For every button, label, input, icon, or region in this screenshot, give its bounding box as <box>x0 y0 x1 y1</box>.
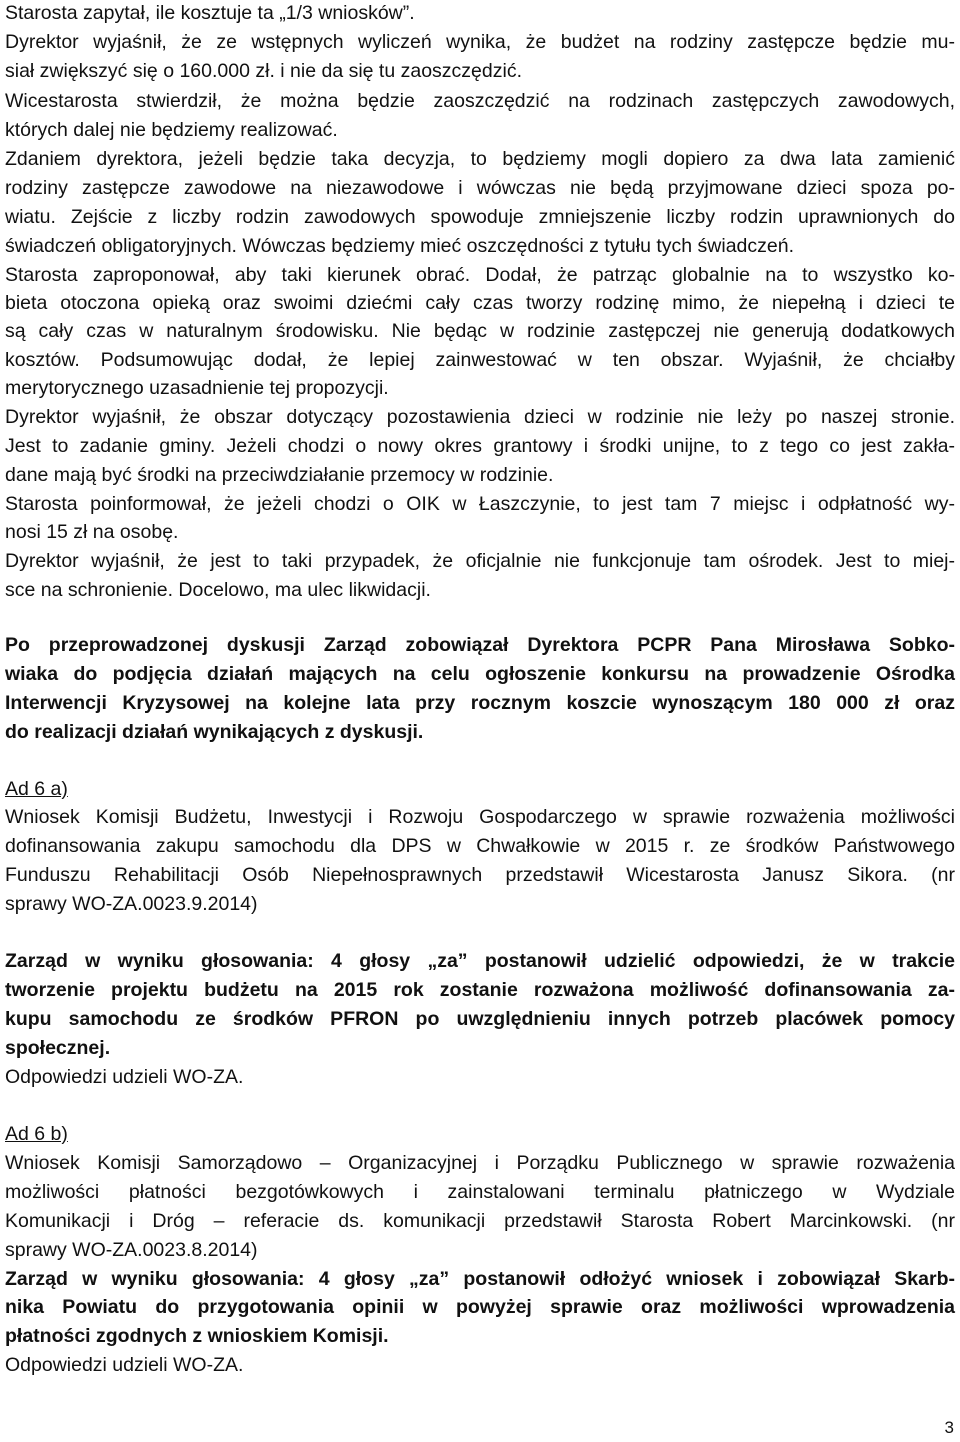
text-line: sprawy WO-ZA.0023.9.2014) <box>5 893 258 915</box>
text-line: sce na schronienie. Docelowo, ma ulec likwidacji. <box>5 579 431 601</box>
text-line: Dyrektor wyjaśnił, że jest to taki przypadek, że oficjalnie nie funkcjonuje tam ośrodek. Jest to miej- <box>5 550 955 572</box>
text-line: Odpowiedzi udzieli WO-ZA. <box>5 1354 244 1376</box>
resolution-line: Zarząd w wyniku głosowania: 4 głosy „za” postanowił odłożyć wniosek i zobowiązał Skarb- <box>5 1268 955 1290</box>
text-line: Odpowiedzi udzieli WO-ZA. <box>5 1066 244 1088</box>
resolution-line: nika Powiatu do przygotowania opinii w powyżej sprawie oraz możliwości wprowadzenia <box>5 1296 955 1318</box>
text-line: Dyrektor wyjaśnił, że obszar dotyczący pozostawienia dzieci w rodzinie nie leży po naszej stronie. <box>5 406 955 428</box>
text-line: dofinansowania zakupu samochodu dla DPS w Chwałkowie w 2015 r. ze środków Państwowego <box>5 835 955 857</box>
text-line: są cały czas w naturalnym środowisku. Nie będąc w rodzinie zastępczej nie generują dodatkowych <box>5 320 955 342</box>
resolution-line: do realizacji działań wynikających z dyskusji. <box>5 721 424 743</box>
text-line: nosi 15 zł na osobę. <box>5 521 179 543</box>
text-line: Zdaniem dyrektora, jeżeli będzie taka decyzja, to będziemy mogli dopiero za dwa lata zamienić <box>5 148 955 170</box>
resolution-line: płatności zgodnych z wnioskiem Komisji. <box>5 1325 389 1347</box>
resolution-line: Zarząd w wyniku głosowania: 4 głosy „za” postanowił udzielić odpowiedzi, że w trakcie <box>5 950 955 972</box>
text-line: możliwości płatności bezgotówkowych i zainstalowani terminalu płatniczego w Wydziale <box>5 1181 955 1203</box>
page-number: 3 <box>944 1418 954 1437</box>
text-line: siał zwiększyć się o 160.000 zł. i nie da się tu zaoszczędzić. <box>5 60 522 82</box>
text-line: Jest to zadanie gminy. Jeżeli chodzi o nowy okres grantowy i środki unijne, to z tego co jest zakła- <box>5 435 955 457</box>
text-line: bieta otoczona opieką oraz swoimi dziećmi cały czas tworzy rodzinę mimo, że niepełną i dzieci te <box>5 292 955 314</box>
text-line: rodziny zastępcze zawodowe na niezawodowe i wówczas nie będą przyjmowane dzieci spoza po- <box>5 177 955 199</box>
text-line: których dalej nie będziemy realizować. <box>5 119 338 141</box>
text-line: świadczeń obligatoryjnych. Wówczas będziemy mieć oszczędności z tytułu tych świadczeń. <box>5 235 794 257</box>
resolution-line: społecznej. <box>5 1037 111 1059</box>
section-heading: Ad 6 a) <box>5 778 68 800</box>
text-line: Wniosek Komisji Budżetu, Inwestycji i Rozwoju Gospodarczego w sprawie rozważenia możliwości <box>5 806 955 828</box>
text-line: Dyrektor wyjaśnił, że ze wstępnych wyliczeń wynika, że budżet na rodziny zastępcze będzie mu- <box>5 31 955 53</box>
text-line: Starosta zaproponował, aby taki kierunek obrać. Dodał, że patrząc globalnie na to wszystko ko- <box>5 264 955 286</box>
text-line: kosztów. Podsumowując dodał, że lepiej zainwestować w ten obszar. Wyjaśnił, że chciałby <box>5 349 955 371</box>
section-heading: Ad 6 b) <box>5 1123 68 1145</box>
text-line: Wniosek Komisji Samorządowo – Organizacyjnej i Porządku Publicznego w sprawie rozważenia <box>5 1152 955 1174</box>
resolution-line: tworzenie projektu budżetu na 2015 rok zostanie rozważona możliwość dofinansowania za- <box>5 979 955 1001</box>
text-line: Starosta zapytał, ile kosztuje ta „1/3 wniosków”. <box>5 2 415 24</box>
text-line: Komunikacji i Dróg – referacie ds. komunikacji przedstawił Starosta Robert Marcinkowski. (nr <box>5 1210 955 1232</box>
text-line: Starosta poinformował, że jeżeli chodzi o OIK w Łaszczynie, to jest tam 7 miejsc i odpłatność wy- <box>5 493 955 515</box>
text-line: wiatu. Zejście z liczby rodzin zawodowych spowoduje zmniejszenie liczby rodzin uprawnionych do <box>5 206 955 228</box>
text-line: dane mają być środki na przeciwdziałanie przemocy w rodzinie. <box>5 464 554 486</box>
text-line: Funduszu Rehabilitacji Osób Niepełnosprawnych przedstawił Wicestarosta Janusz Sikora. (nr <box>5 864 955 886</box>
resolution-line: kupu samochodu ze środków PFRON po uwzględnieniu innych potrzeb placówek pomocy <box>5 1008 955 1030</box>
resolution-line: wiaka do podjęcia działań mających na celu ogłoszenie konkursu na prowadzenie Ośrodka <box>5 663 955 685</box>
resolution-line: Interwencji Kryzysowej na kolejne lata przy rocznym koszcie wynoszącym 180 000 zł oraz <box>5 692 955 714</box>
text-line: merytorycznego uzasadnienie tej propozycji. <box>5 377 389 399</box>
text-line: sprawy WO-ZA.0023.8.2014) <box>5 1239 258 1261</box>
text-line: Wicestarosta stwierdził, że można będzie zaoszczędzić na rodzinach zastępczych zawodowych, <box>5 90 955 112</box>
resolution-line: Po przeprowadzonej dyskusji Zarząd zobowiązał Dyrektora PCPR Pana Mirosława Sobko- <box>5 634 955 656</box>
